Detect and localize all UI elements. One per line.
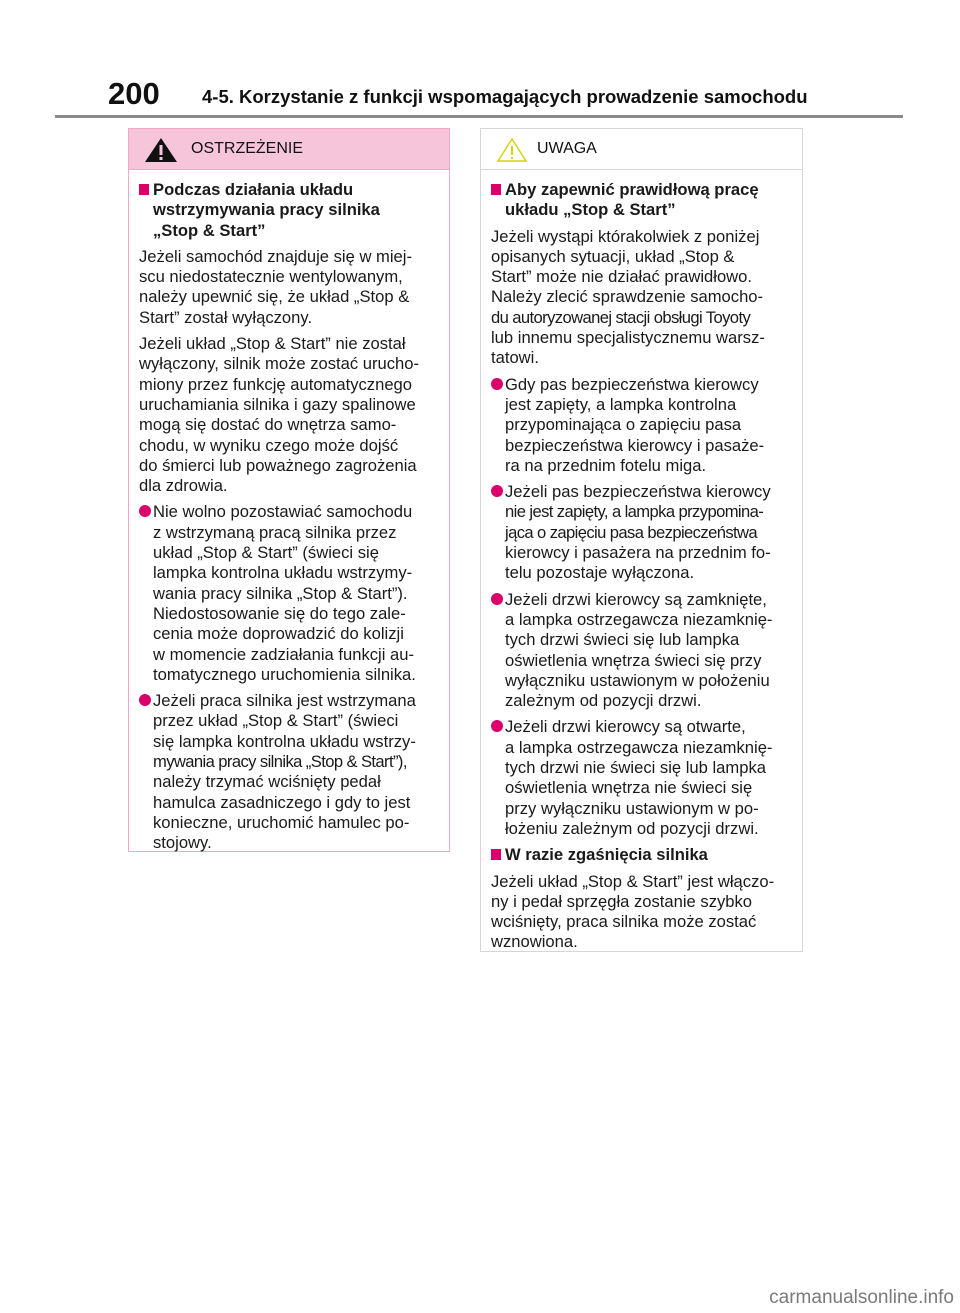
paragraph: Jeżeli układ „Stop & Start” nie został wyłączony, silnik może zostać urucho- miony przez funkcję automatycznego uruchamiania silnika i gazy spalinowe mogą się dostać do wnętrza samo- chodu, w wyniku czego może dojść do śmierci lub poważnego zagrożenia dla zdrowia.: [139, 334, 420, 496]
section-heading: Podczas działania układu wstrzymywania pracy silnika „Stop & Start”: [139, 180, 443, 241]
square-bullet-icon: [491, 184, 501, 195]
page-header: [0, 0, 960, 118]
round-bullet-icon: [491, 378, 503, 390]
chapter-title: 4-5. Korzystanie z funkcji wspomagających prowadzenie samochodu: [202, 86, 808, 107]
caution-box-header: [481, 129, 802, 170]
paragraph: Jeżeli układ „Stop & Start” jest włączo- ny i pedał sprzęgła zostanie szybko wciśnięty, praca silnika może zostać wznowiona.: [491, 871, 775, 952]
section-heading: W razie zgaśnięcia silnika: [491, 845, 796, 865]
bullet-item: Gdy pas bezpieczeństwa kierowcy jest zapięty, a lampka kontrolna przypominająca o zapięciu pasa bezpieczeństwa kierowcy i pasaże- ra na przednim fotelu miga.: [491, 375, 796, 476]
warning-box-header: [129, 129, 449, 170]
square-bullet-icon: [139, 184, 149, 195]
bullet-item: Jeżeli drzwi kierowcy są otwarte, a lampka ostrzegawcza niezamknię- tych drzwi nie świeci się lub lampka oświetlenia wnętrza nie świeci się przy wyłączniku ustawionym w po- łożeniu zależnym od pozycji drzwi.: [491, 717, 796, 839]
warning-box: [128, 128, 450, 852]
warning-outline-icon: [496, 137, 528, 163]
round-bullet-icon: [491, 593, 503, 605]
warning-box-title: OSTRZEŻENIE: [191, 140, 304, 157]
round-bullet-icon: [491, 485, 503, 497]
warning-box-body: [129, 170, 449, 854]
watermark: carmanualsonline.info: [769, 1287, 954, 1308]
round-bullet-icon: [139, 694, 151, 706]
paragraph: Jeżeli samochód znajduje się w miej- scu niedostatecznie wentylowanym, należy upewnić się, że układ „Stop & Start” został wyłączony.: [139, 246, 412, 327]
caution-box-body: [481, 170, 802, 953]
round-bullet-icon: [139, 505, 151, 517]
bullet-item: Jeżeli drzwi kierowcy są zamknięte, a lampka ostrzegawcza niezamknię- tych drzwi świeci się lub lampka oświetlenia wnętrza świeci się przy wyłączniku ustawionym w położeniu zależnym od pozycji drzwi.: [491, 590, 796, 712]
header-divider: [55, 115, 903, 118]
bullet-item: Jeżeli praca silnika jest wstrzymana przez układ „Stop & Start” (świeci się lampka kontrolna układu wstrzy- mywania pracy silnika „Stop & Start”), należy trzymać wciśnięty pedał hamulca zasadniczego i gdy to jest konieczne, uruchomić hamulec po- stojowy.: [139, 691, 443, 853]
bullet-item: Nie wolno pozostawiać samochodu z wstrzymaną pracą silnika przez układ „Stop & Start” (świeci się lampka kontrolna układu wstrzymy- wania pracy silnika „Stop & Start”). Niedostosowanie się do tego zale- cenia może doprowadzić do kolizji w momencie zadziałania funkcji au- tomatycznego uruchomienia silnika.: [139, 502, 443, 685]
round-bullet-icon: [491, 720, 503, 732]
square-bullet-icon: [491, 849, 501, 860]
caution-box: [480, 128, 803, 952]
paragraph: Jeżeli wystąpi którakolwiek z poniżej opisanych sytuacji, układ „Stop & Start” może nie działać prawidłowo. Należy zlecić sprawdzenie samocho- du autoryzowanej stacji obsługi Toyoty lub innemu specjalistycznemu warsz- tatowi.: [491, 226, 765, 368]
page-number: 200: [108, 76, 160, 111]
bullet-item: Jeżeli pas bezpieczeństwa kierowcy nie jest zapięty, a lampka przypomina- jąca o zapięciu pasa bezpieczeństwa kierowcy i pasażera na przednim fo- telu pozostaje wyłączona.: [491, 482, 796, 583]
section-heading: Aby zapewnić prawidłową pracę układu „Stop & Start”: [491, 180, 796, 221]
warning-triangle-icon: [144, 137, 178, 163]
caution-box-title: UWAGA: [537, 140, 597, 157]
